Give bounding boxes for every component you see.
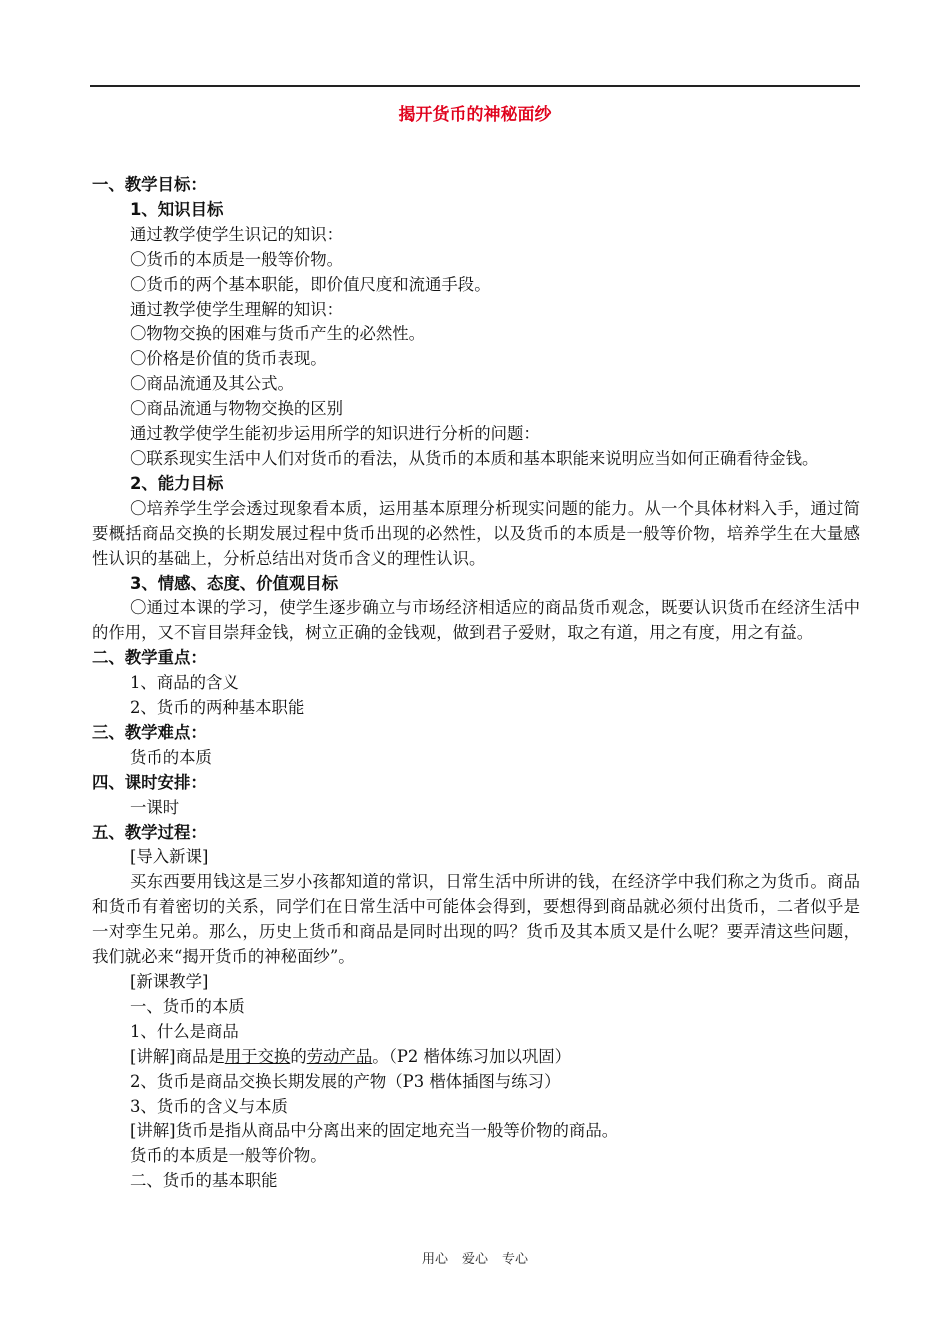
section-heading: 一、教学目标： — [92, 175, 207, 194]
header-rule — [90, 85, 860, 87]
section-heading: 三、教学难点： — [92, 722, 207, 742]
text-span: 的 — [290, 1046, 307, 1066]
list-item: 〇商品流通与物物交换的区别 — [130, 399, 344, 419]
paragraph: 货币的本质 — [130, 747, 212, 767]
underlined-text: 劳动产品 — [306, 1046, 373, 1066]
paragraph: [导入新课] — [130, 847, 209, 867]
paragraph: 〇通过本课的学习，使学生逐步确立与市场经济相适应的商品货币观念，既要认识货币在经济生活中的作用，又不盲目崇拜金钱，树立正确的金钱观，做到君子爱财，取之有道，用之有度，用之有益。 — [92, 598, 860, 643]
document-body — [92, 173, 860, 1194]
paragraph: [新课教学] — [130, 972, 209, 991]
text-span: 。（P2 楷体练习加以巩固） — [372, 1046, 572, 1066]
subsection-heading: 1、知识目标 — [130, 199, 224, 219]
paragraph: 货币的本质是一般等价物。 — [130, 1146, 327, 1166]
subsection-heading: 3、情感、态度、价值观目标 — [130, 573, 339, 593]
paragraph: [讲解]货币是指从商品中分离出来的固定地充当一般等价物的商品。 — [130, 1121, 619, 1141]
list-item: 〇货币的两个基本职能，即价值尺度和流通手段。 — [130, 274, 491, 294]
list-item: 〇价格是价值的货币表现。 — [130, 349, 327, 369]
paragraph: 通过教学使学生识记的知识： — [130, 224, 344, 244]
footer-text: 用心 — [421, 1252, 448, 1267]
paragraph: 1、什么是商品 — [130, 1021, 239, 1041]
list-item: 〇货币的本质是一般等价物。 — [130, 249, 344, 269]
list-item: 〇商品流通及其公式。 — [130, 374, 294, 394]
paragraph: 〇培养学生学会透过现象看本质，运用基本原理分析现实问题的能力。从一个具体材料入手，通过简要概括商品交换的长期发展过程中货币出现的必然性，以及货币的本质是一般等价物，培养学生在大量感性认识的基础上，分析总结出对货币含义的理性认识。 — [92, 498, 860, 568]
paragraph: 3、货币的含义与本质 — [130, 1096, 288, 1116]
paragraph: 2、货币是商品交换长期发展的产物（P3 楷体插图与练习） — [130, 1071, 561, 1091]
section-heading: 五、教学过程： — [92, 822, 207, 842]
paragraph: 买东西要用钱这是三岁小孩都知道的常识，日常生活中所讲的钱，在经济学中我们称之为货币。商品和货币有着密切的关系，同学们在日常生活中可能体会得到，要想得到商品就必须付出货币，二者似乎是一对孪生兄弟。那么，历史上货币和商品是同时出现的吗？货币及其本质又是什么呢？要弄清这些问题，我们就必来“揭开货币的神秘面纱”。 — [92, 872, 860, 967]
subsection-heading: 2、能力目标 — [130, 473, 224, 493]
section-heading: 二、教学重点： — [92, 648, 207, 668]
paragraph: 二、货币的基本职能 — [130, 1171, 278, 1191]
footer-text: 爱心 — [461, 1252, 488, 1267]
paragraph: 一、货币的本质 — [130, 996, 245, 1016]
list-item: 〇物物交换的困难与货币产生的必然性。 — [130, 324, 426, 344]
paragraph: 通过教学使学生理解的知识： — [130, 299, 344, 319]
section-heading: 四、课时安排： — [92, 772, 207, 792]
underlined-text: 用于交换 — [224, 1046, 291, 1066]
page-footer — [0, 1248, 950, 1267]
list-item: 2、货币的两种基本职能 — [130, 698, 305, 718]
text-span: [讲解]商品是 — [130, 1046, 225, 1066]
footer-text: 专心 — [502, 1252, 529, 1267]
paragraph — [92, 1045, 860, 1070]
list-item: 1、商品的含义 — [130, 673, 239, 693]
document-title: 揭开货币的神秘面纱 — [398, 105, 552, 125]
paragraph: 一课时 — [130, 797, 180, 817]
paragraph: 通过教学使学生能初步运用所学的知识进行分析的问题： — [130, 424, 540, 444]
list-item: 〇联系现实生活中人们对货币的看法，从货币的本质和基本职能来说明应当如何正确看待金钱。 — [130, 448, 819, 468]
